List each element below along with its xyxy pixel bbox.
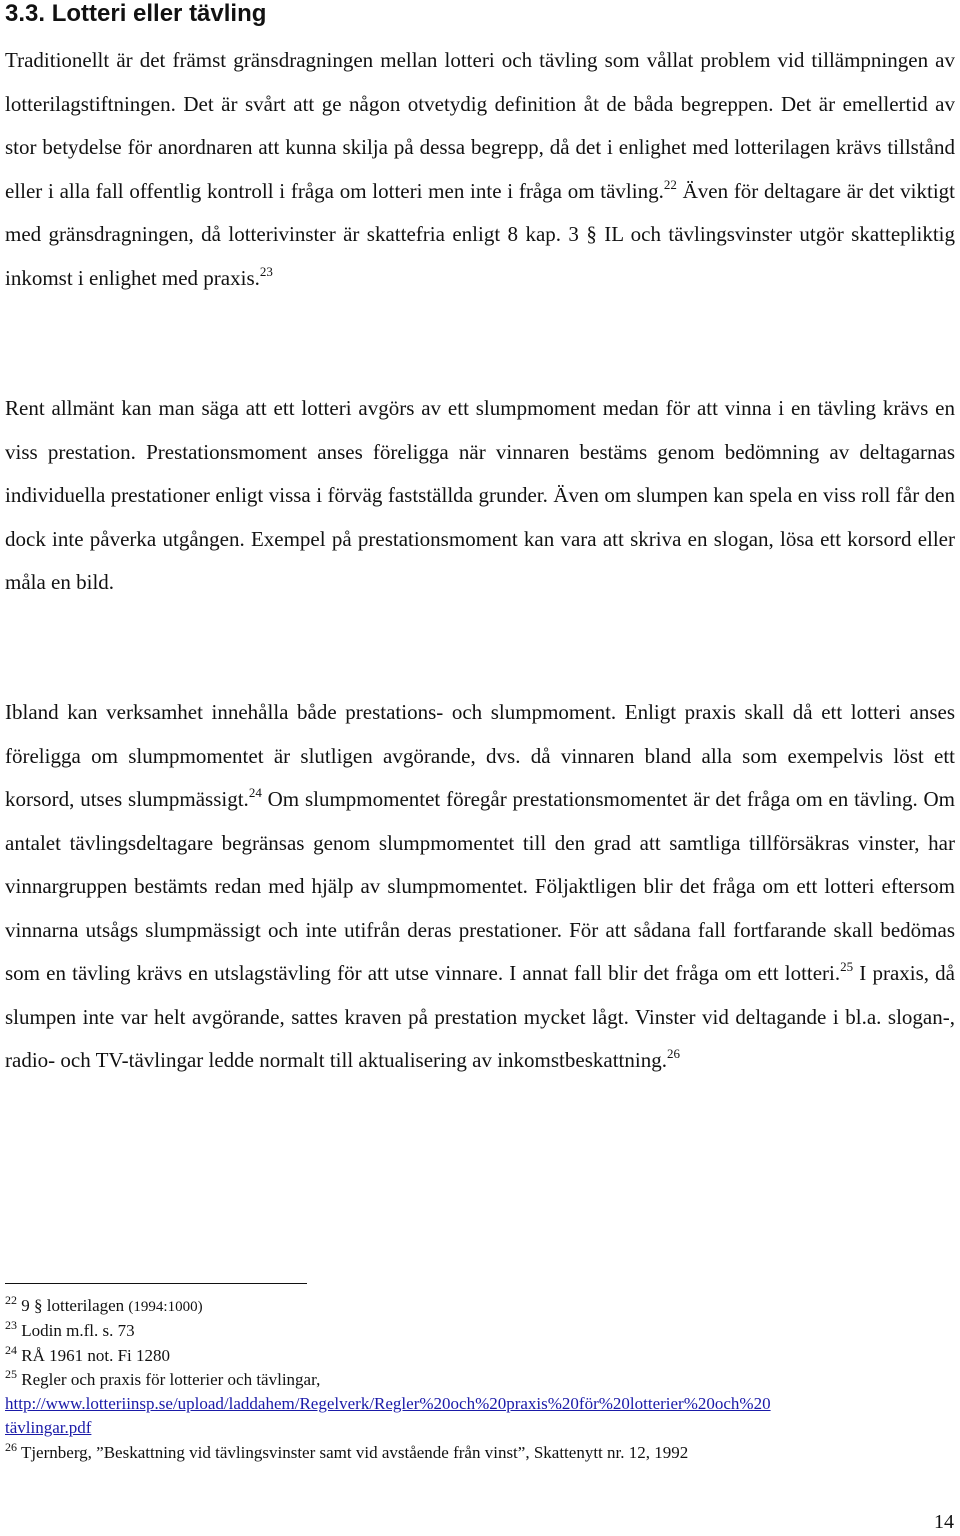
footnote-number: 26 <box>5 1439 17 1454</box>
section-heading: 3.3. Lotteri eller tävling <box>5 0 267 27</box>
footnote-text: RÅ 1961 not. Fi 1280 <box>21 1345 171 1365</box>
footnote-25-link <box>5 1392 955 1416</box>
footnotes <box>5 1294 955 1465</box>
footnote-text: Tjernberg, ”Beskattning vid tävlingsvinster samt vid avstående från vinst”, Skattenytt nr. 12, 1992 <box>20 1442 689 1462</box>
footnote-ref-23[interactable]: 23 <box>259 263 273 279</box>
footnote-26 <box>5 1441 955 1465</box>
footnote-24 <box>5 1344 955 1368</box>
footnote-23 <box>5 1319 955 1343</box>
paragraph-text: I praxis, då slumpen inte var helt avgörande, sattes kraven på prestation mycket lågt. Vinster vid deltagande i bl.a. slogan-, radio- och TV-tävlingar ledde normalt till aktualisering av inkomstbeskattning. <box>5 961 956 1072</box>
footnote-25-link-cont <box>5 1416 955 1440</box>
paragraph-2 <box>5 387 955 605</box>
paragraph-3 <box>5 691 955 1083</box>
footnote-text-small: (1994:1000) <box>128 1299 203 1315</box>
paragraph-text: Även för deltagare är det viktigt med gränsdragningen, då lotterivinster är skattefria enligt 8 kap. 3 § IL och tävlingsvinster utgör skattepliktig inkomst i enlighet med praxis. <box>5 178 955 290</box>
paragraph-text: Om slumpmomentet föregår prestationsmomentet är det fråga om en tävling. Om antalet tävlingsdeltagare begränsas genom slumpmomentet till den grad att samtliga tillförsäkras vinster, har vinnargruppen bestämts redan med hjälp av slumpmomentet. Följaktligen blir det fråga om ett lotteri eftersom vinnarna utsågs slumpmässigt och inte utifrån deras prestationer. För att sådana fall fortfarande skall bedömas som en tävling krävs en utslagstävling för att utse vinnare. I annat fall blir det fråga om ett lotteri. <box>5 787 956 985</box>
footnote-number: 22 <box>5 1293 17 1307</box>
footnote-ref-22[interactable]: 22 <box>663 176 677 192</box>
paragraph-1 <box>5 39 955 300</box>
paragraph-text: Ibland kan verksamhet innehålla både prestations- och slumpmoment. Enligt praxis skall då ett lotteri anses föreligga om slumpmomentet är slutligen avgörande, dvs. då vinnaren bland alla som exempelvis löst ett korsord, utses slumpmässigt. <box>5 700 955 811</box>
footnote-22 <box>5 1294 955 1319</box>
footnote-link-continued[interactable]: tävlingar.pdf <box>5 1418 92 1438</box>
footnote-number: 23 <box>5 1318 17 1333</box>
footnote-text: Lodin m.fl. s. 73 <box>21 1321 135 1341</box>
page-number: 14 <box>934 1511 954 1533</box>
footnote-text: Regler och praxis för lotterier och tävlingar, <box>21 1369 321 1389</box>
footnote-text: 9 § lotterilagen <box>21 1296 129 1315</box>
footnote-ref-25[interactable]: 25 <box>840 959 854 974</box>
footnote-separator <box>5 1283 307 1284</box>
footnote-link[interactable]: http://www.lotteriinsp.se/upload/laddahem/Regelverk/Regler%20och%20praxis%20för%20lotterier%20och%20 <box>5 1394 771 1414</box>
footnote-number: 24 <box>5 1342 17 1357</box>
footnote-number: 25 <box>5 1366 17 1381</box>
footnote-ref-26[interactable]: 26 <box>666 1046 680 1061</box>
footnote-25 <box>5 1368 955 1392</box>
paragraph-text: Traditionellt är det främst gränsdragningen mellan lotteri och tävling som vållat problem vid tillämpningen av lotterilagstiftningen. Det är svårt att ge någon otvetydig definition åt de båda begreppen. Det är emellertid av stor betydelse för anordnaren att kunna skilja på dessa begrepp, då det i enlighet med lotterilagen krävs tillstånd eller i alla fall offentlig kontroll i fråga om lotteri men inte i fråga om tävling. <box>5 48 955 203</box>
footnote-ref-24[interactable]: 24 <box>248 785 262 800</box>
paragraph-text: Rent allmänt kan man säga att ett lotteri avgörs av ett slumpmoment medan för att vinna i en tävling krävs en viss prestation. Prestationsmoment anses föreligga när vinnaren bestäms genom bedömning av deltagarnas individuella prestationer enligt vissa i förväg fastställda grunder. Även om slumpen kan spela en viss roll får den dock inte påverka utgången. Exempel på prestationsmoment kan vara att skriva en slogan, lösa ett korsord eller måla en bild. <box>5 396 955 594</box>
